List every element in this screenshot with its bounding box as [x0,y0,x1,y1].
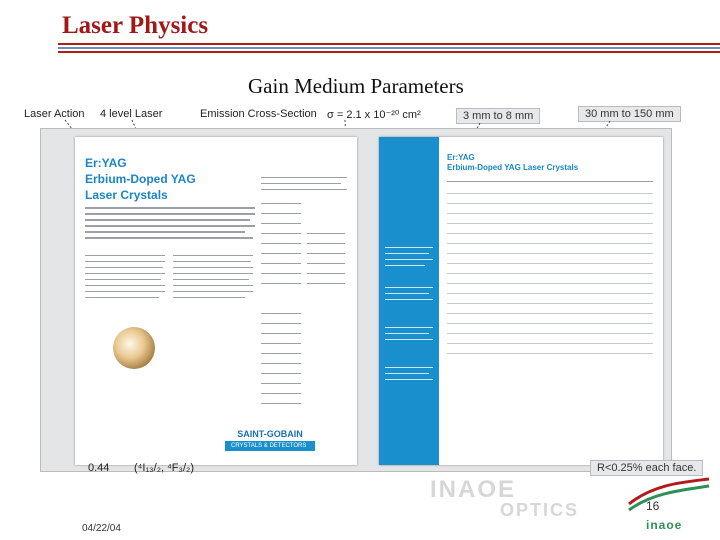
text-line [261,353,301,354]
text-line [447,323,653,324]
watermark-line-1: INAOE [430,476,517,503]
text-line [385,259,433,260]
annotation-transition: (⁴I₁₃/₂, ⁴F₃/₂) [134,462,194,474]
text-line [85,297,159,298]
text-line [85,267,163,268]
text-line [447,181,653,182]
text-line [85,291,165,292]
annotation-size-long: 30 mm to 150 mm [578,106,681,122]
text-line [447,353,653,354]
text-line [261,213,301,214]
text-line [173,279,249,280]
text-line [85,279,161,280]
text-line [447,283,653,284]
text-line [385,247,433,248]
datasheet-left-page [75,137,357,465]
text-line [173,297,245,298]
text-line [261,283,301,284]
text-line [447,303,653,304]
text-line [447,193,653,194]
text-line [261,383,301,384]
text-line [85,285,165,286]
text-line [385,287,433,288]
text-line [385,327,433,328]
text-line [385,293,429,294]
text-line [261,403,301,404]
text-line [173,285,253,286]
annotation-level-laser: 4 level Laser [100,108,163,120]
text-line [261,253,301,254]
text-line [447,243,653,244]
text-line [447,213,653,214]
slide-subtitle: Gain Medium Parameters [248,74,464,98]
text-line [85,225,255,227]
text-line [85,207,255,209]
text-line [447,333,653,334]
text-line [261,393,301,394]
watermark-line-2: OPTICS [500,500,580,520]
datasheet-right-page [379,137,663,465]
inaoe-logo-text: inaoe [646,518,683,532]
brand-logo: SAINT-GOBAIN [237,429,303,439]
annotation-emission-cross-section: Emission Cross-Section [200,108,317,120]
text-line [447,343,653,344]
text-line [385,339,433,340]
text-line [261,183,341,184]
text-line [447,253,653,254]
text-line [173,267,253,268]
text-line [261,373,301,374]
text-line [307,253,345,254]
annotation-sigma: σ = 2.1 x 10⁻²⁰ cm² [327,109,421,121]
text-line [85,261,165,262]
text-line [307,243,345,244]
logo-swoosh [624,474,714,514]
text-line [385,299,433,300]
text-line [261,203,301,204]
text-line [173,261,251,262]
annotation-reflectivity: R<0.25% each face. [590,460,703,476]
text-line [173,291,253,292]
annotation-efficiency: 0.44 [88,462,110,474]
text-line [85,255,165,256]
crystal-photo [113,327,155,369]
datasheet-side-bar [379,137,439,465]
text-line [385,333,429,334]
text-line [385,379,433,380]
text-line [307,263,345,264]
text-line [85,273,165,274]
text-line [447,313,653,314]
text-line [261,243,301,244]
text-line [173,273,253,274]
text-line [261,273,301,274]
text-line [307,273,345,274]
text-line [261,189,347,190]
text-line [85,237,253,239]
text-line [261,363,301,364]
text-line [261,233,301,234]
text-line [261,223,301,224]
text-line [261,323,301,324]
annotation-laser-action: Laser Action [24,108,85,120]
text-line [307,233,345,234]
text-line [85,219,250,221]
text-line [261,333,301,334]
text-line [447,223,653,224]
text-line [447,203,653,204]
text-line [261,343,301,344]
text-line [447,233,653,234]
text-line [385,373,429,374]
datasheet-frame [40,128,672,472]
text-line [385,253,429,254]
datasheet-right-title: Er:YAG Erbium-Doped YAG Laser Crystals [447,153,579,172]
text-line [85,213,255,215]
slide-title: Laser Physics [62,12,209,39]
slide-date: 04/22/04 [82,523,121,534]
text-line [307,283,345,284]
text-line [261,263,301,264]
datasheet-left-title: Er:YAG Erbium-Doped YAG Laser Crystals [85,156,196,202]
annotation-size-mm: 3 mm to 8 mm [456,108,540,124]
text-line [385,265,425,266]
text-line [85,231,245,233]
brand-subtitle: CRYSTALS & DETECTORS [231,443,307,449]
text-line [385,367,433,368]
text-line [261,177,347,178]
text-line [447,293,653,294]
text-line [173,255,253,256]
text-line [447,273,653,274]
text-line [447,263,653,264]
page-number: 16 [646,499,660,513]
text-line [261,313,301,314]
